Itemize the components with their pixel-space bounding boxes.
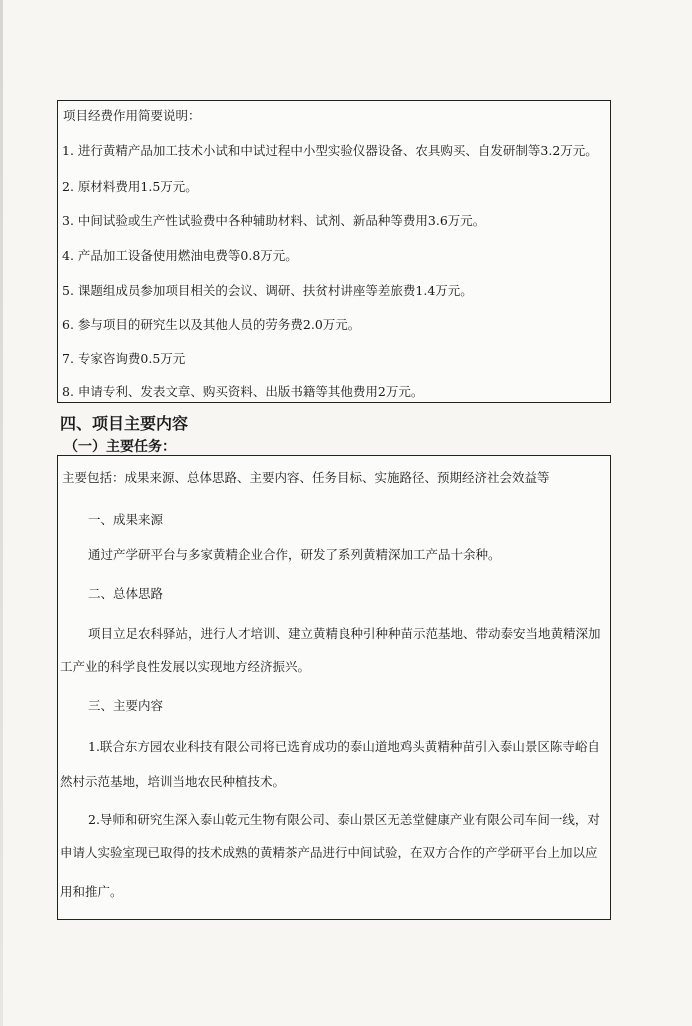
heading-content: 三、主要内容	[88, 698, 164, 713]
section-subheading: （一）主要任务：	[64, 439, 176, 455]
paragraph-source: 通过产学研平台与多家黄精企业合作，研发了系列黄精深加工产品十余种。	[88, 547, 501, 562]
paragraph-content2-line2: 申请人实验室现已取得的技术成熟的黄精茶产品进行中间试验，在双方合作的产学研平台上加以应	[60, 845, 598, 860]
budget-item-6: 6. 参与项目的研究生以及其他人员的劳务费2.0万元。	[62, 317, 361, 332]
scan-edge	[0, 0, 3, 1026]
budget-item-3: 3. 中间试验或生产性试验费中各种辅助材料、试剂、新品种等费用3.6万元。	[62, 213, 486, 228]
paragraph-content1-line1: 1.联合东方园农业科技有限公司将已选育成功的泰山道地鸡头黄精种苗引入泰山景区陈寺峪自	[88, 739, 600, 754]
budget-intro: 项目经费作用简要说明：	[63, 108, 201, 123]
paragraph-content2-line3: 用和推广。	[60, 884, 123, 899]
paragraph-content2-line1: 2.导师和研究生深入泰山乾元生物有限公司、泰山景区无恙堂健康产业有限公司车间一线，对	[88, 812, 600, 827]
budget-explanation-box	[57, 100, 611, 403]
budget-item-4: 4. 产品加工设备使用燃油电费等0.8万元。	[62, 248, 298, 263]
paragraph-content1-line2: 然村示范基地，培训当地农民种植技术。	[60, 774, 286, 789]
paragraph-approach-line1: 项目立足农科驿站，进行人才培训、建立黄精良种引种种苗示范基地、带动泰安当地黄精深加	[88, 626, 601, 641]
paragraph-approach-line2: 工产业的科学良性发展以实现地方经济振兴。	[60, 659, 311, 674]
budget-item-8: 8. 申请专利、发表文章、购买资料、出版书籍等其他费用2万元。	[62, 384, 424, 399]
budget-item-2: 2. 原材料费用1.5万元。	[62, 179, 198, 194]
main-tasks-box	[57, 455, 611, 920]
heading-source: 一、成果来源	[88, 512, 164, 527]
budget-item-7: 7. 专家咨询费0.5万元	[62, 351, 186, 366]
budget-item-5: 5. 课题组成员参加项目相关的会议、调研、扶贫村讲座等差旅费1.4万元。	[62, 283, 473, 298]
section-heading: 四、项目主要内容	[60, 414, 189, 433]
tasks-intro: 主要包括：成果来源、总体思路、主要内容、任务目标、实施路径、预期经济社会效益等	[62, 470, 550, 485]
budget-item-1: 1. 进行黄精产品加工技术小试和中试过程中小型实验仪器设备、农具购买、自发研制等3.2万元。	[62, 143, 598, 158]
heading-approach: 二、总体思路	[88, 586, 164, 601]
